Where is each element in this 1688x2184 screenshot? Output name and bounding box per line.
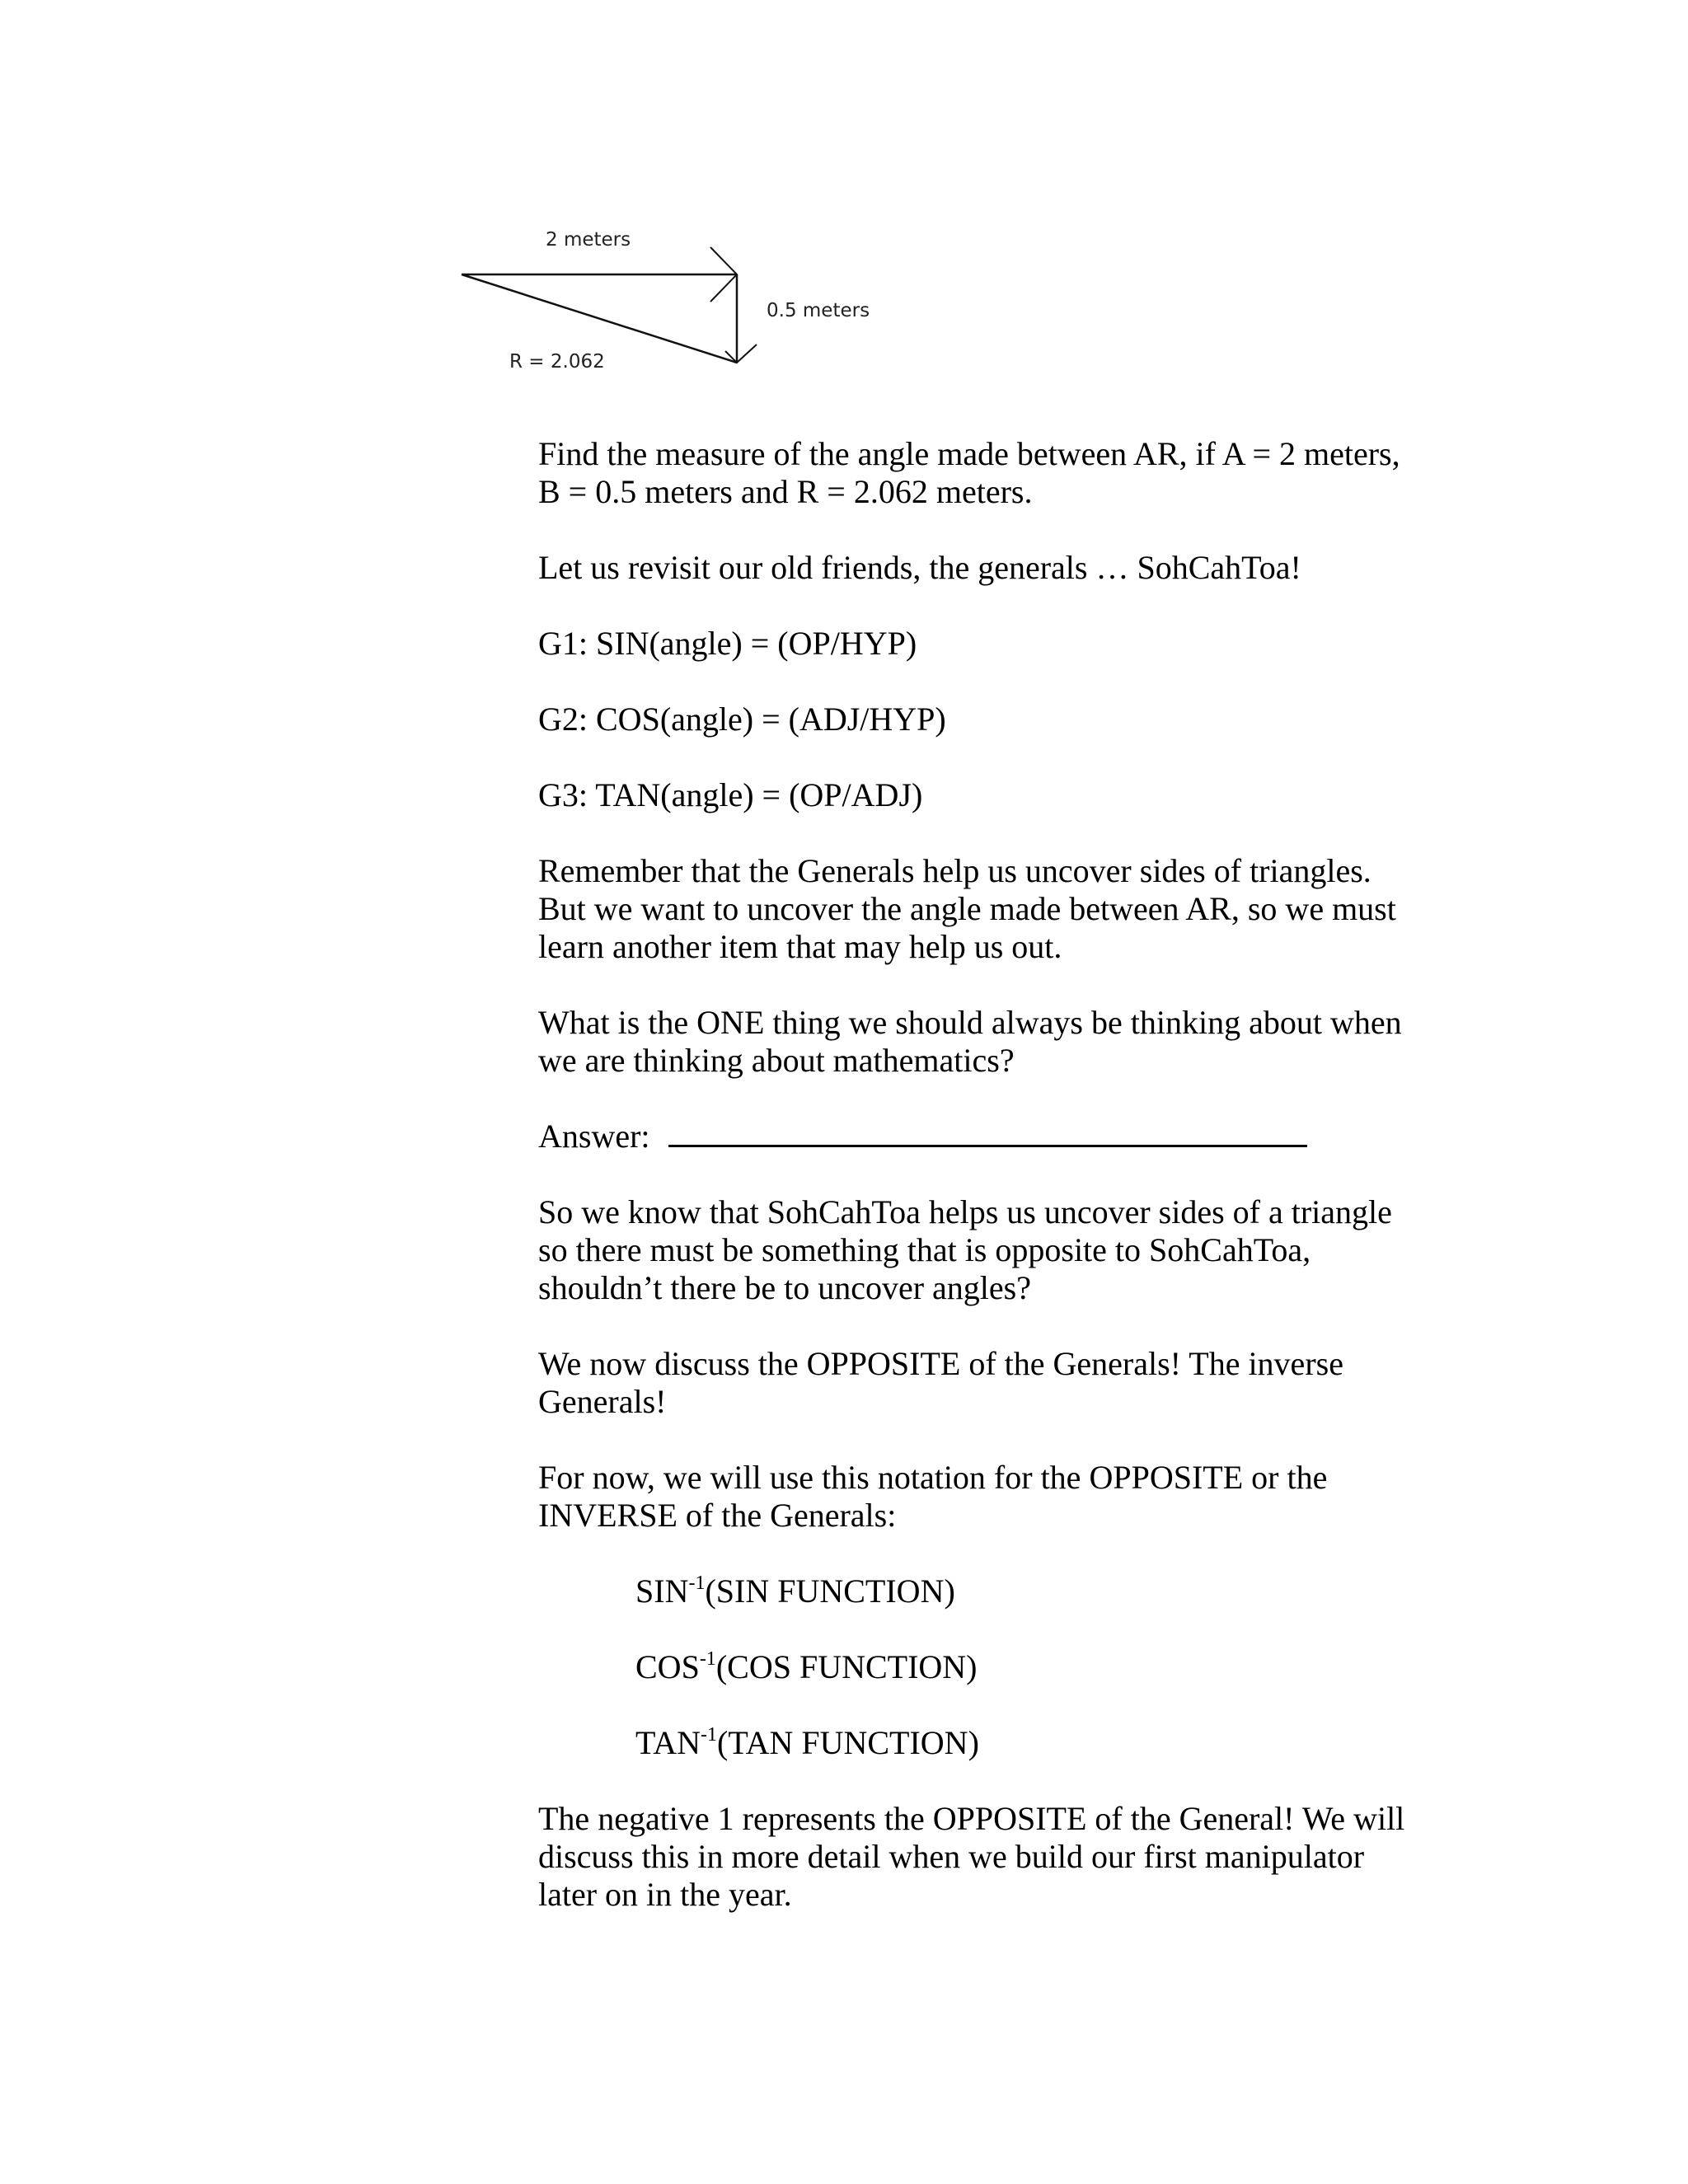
vector-a-label: 2 meters <box>546 229 631 251</box>
text-line: Let us revisit our old friends, the generals … SohCahToa! <box>538 549 1301 586</box>
problem-statement <box>538 435 1478 511</box>
answer-label: Answer: <box>538 1118 650 1155</box>
general-g1 <box>538 625 1478 663</box>
exponent: -1 <box>701 1724 718 1746</box>
generals-intro <box>538 549 1478 587</box>
text-line: Generals! <box>538 1383 667 1420</box>
exponent: -1 <box>699 1648 716 1670</box>
question <box>538 1004 1478 1080</box>
text-line: G3: TAN(angle) = (OP/ADJ) <box>538 776 923 813</box>
text-line: Remember that the Generals help us uncover sides of triangles. <box>538 852 1372 889</box>
function-argument: (SIN FUNCTION) <box>705 1572 955 1610</box>
text-line: shouldn’t there be to uncover angles? <box>538 1269 1031 1306</box>
text-line: But we want to uncover the angle made between AR, so we must <box>538 890 1396 927</box>
text-line: So we know that SohCahToa helps us uncover sides of a triangle <box>538 1193 1392 1230</box>
text-line: Find the measure of the angle made between AR, if A = 2 meters, <box>538 435 1400 472</box>
exponent: -1 <box>688 1572 706 1594</box>
text-line: B = 0.5 meters and R = 2.062 meters. <box>538 473 1033 510</box>
text-line: so there must be something that is opposite to SohCahToa, <box>538 1231 1311 1268</box>
function-name: SIN <box>635 1572 689 1610</box>
general-g3 <box>538 776 1478 814</box>
inverse-generals-intro <box>538 1345 1478 1421</box>
text-line: For now, we will use this notation for the OPPOSITE or the <box>538 1459 1328 1496</box>
formula-line <box>635 1648 1478 1686</box>
text-line: discuss this in more detail when we build our first manipulator <box>538 1838 1365 1875</box>
notation-intro <box>538 1459 1478 1535</box>
text-line: later on in the year. <box>538 1876 792 1913</box>
resultant-r-line <box>462 274 737 363</box>
answer-blank-line[interactable] <box>668 1140 1307 1147</box>
function-argument: (TAN FUNCTION) <box>717 1724 979 1761</box>
vector-triangle-diagram <box>445 214 907 396</box>
inverse-cos <box>538 1648 1478 1686</box>
text-line: learn another item that may help us out. <box>538 928 1062 965</box>
text-line: G1: SIN(angle) = (OP/HYP) <box>538 625 917 662</box>
formula-line <box>635 1572 1478 1610</box>
function-argument: (COS FUNCTION) <box>715 1648 978 1685</box>
text-line: INVERSE of the Generals: <box>538 1497 897 1534</box>
negative-one-explanation <box>538 1800 1478 1914</box>
vector-b-label: 0.5 meters <box>767 300 870 321</box>
function-name: TAN <box>635 1724 701 1761</box>
function-name: COS <box>635 1648 700 1685</box>
inverse-tan <box>538 1724 1478 1762</box>
vector-triangle-svg <box>445 214 907 396</box>
answer-row <box>538 1118 1478 1155</box>
text-line: The negative 1 represents the OPPOSITE of the General! We will <box>538 1800 1405 1837</box>
inverse-sin <box>538 1572 1478 1610</box>
text-line: We now discuss the OPPOSITE of the Generals! The inverse <box>538 1345 1343 1382</box>
text-line: G2: COS(angle) = (ADJ/HYP) <box>538 701 946 738</box>
formula-line <box>635 1724 1478 1762</box>
resultant-r-label: R = 2.062 <box>509 351 605 373</box>
lesson-text <box>538 435 1478 1952</box>
general-g2 <box>538 701 1478 738</box>
text-line: we are thinking about mathematics? <box>538 1042 1015 1079</box>
generals-reminder <box>538 852 1478 966</box>
sohcahtoa-opposite <box>538 1193 1478 1307</box>
text-line: What is the ONE thing we should always be thinking about when <box>538 1004 1402 1041</box>
